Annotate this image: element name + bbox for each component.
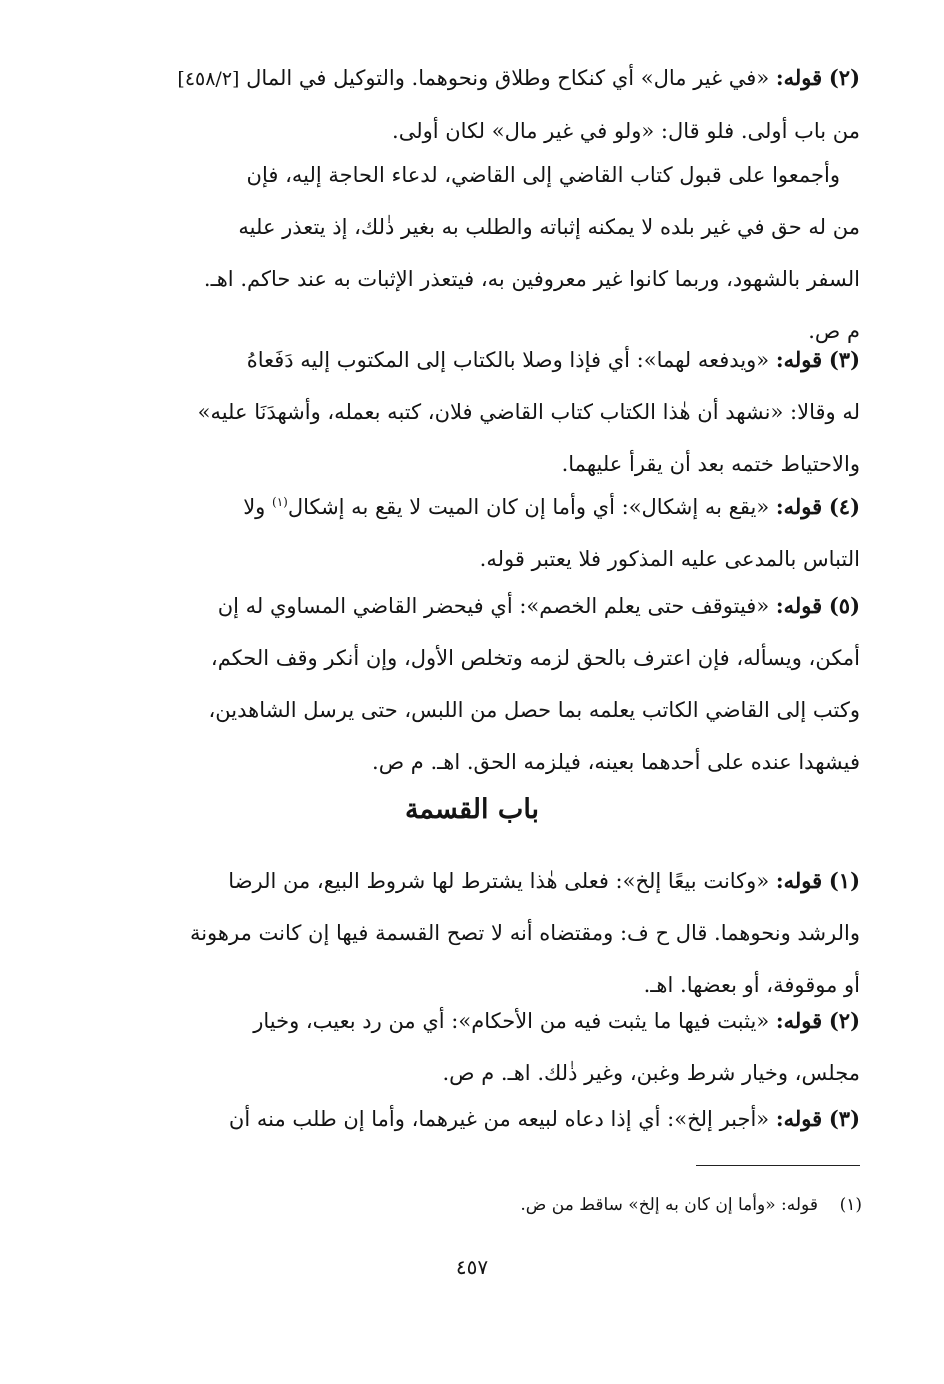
note-keyword: قوله: <box>775 593 823 618</box>
footnote-separator <box>696 1165 860 1166</box>
section-heading: باب القسمة <box>404 794 540 825</box>
text-line: والرشد ونحوهما. قال ح ف: ومقتضاه أنه لا تصح القسمة فيها إن كانت مرهونة <box>189 921 860 945</box>
text-line <box>86 476 860 533</box>
note-number: (٣) <box>828 1106 860 1131</box>
line-text: «وكانت بيعًا إلخ»: فعلى هٰذا يشترط لها شروط البيع، من الرضا <box>228 869 770 893</box>
section-paragraph-2 <box>86 995 860 1099</box>
paragraph-2 <box>86 52 860 157</box>
text-line: وأجمعوا على قبول كتاب القاضي إلى القاضي، لدعاء الحاجة إليه، فإن <box>246 163 840 187</box>
footnote-marker: (١) <box>272 495 288 509</box>
section-paragraph-1 <box>86 855 860 1011</box>
text-line: من باب أولى. فلو قال: «ولو في غير مال» لكان أولى. <box>392 119 860 143</box>
paragraph-4 <box>86 476 860 585</box>
text-line: أمكن، ويسأله، فإن اعترف بالحق لزمه وتخلص الأول، وإن أنكر وقف الحكم، <box>210 646 860 670</box>
paragraph-2-continued <box>86 149 860 357</box>
text-line <box>86 855 860 907</box>
section-paragraph-3 <box>86 1093 860 1145</box>
text-line: فيشهدا عنده على أحدهما بعينه، فيلزمه الحق. اهـ. م ص. <box>372 750 860 774</box>
line-text: «أجبر إلخ»: أي إذا دعاه لبيعه من غيرهما، وأما إن طلب منه أن <box>228 1107 770 1131</box>
note-number: (٥) <box>828 593 860 618</box>
text-line <box>86 1093 860 1145</box>
note-keyword: قوله: <box>775 65 823 90</box>
line-text: «فيتوقف حتى يعلم الخصم»: أي فيحضر القاضي المساوي له إن <box>217 594 770 618</box>
text-line: أو موقوفة، أو بعضها. اهـ. <box>643 973 860 997</box>
line-text: «يقع به إشكال»: أي وأما إن كان الميت لا يقع به إشكال <box>287 495 770 519</box>
note-keyword: قوله: <box>775 868 823 893</box>
text-line: م ص. <box>808 319 860 343</box>
note-keyword: قوله: <box>775 347 823 372</box>
note-keyword: قوله: <box>775 1106 823 1131</box>
text-line <box>86 52 860 105</box>
text-line: التباس بالمدعى عليه المذكور فلا يعتبر قوله. <box>479 547 860 571</box>
paragraph-5 <box>86 580 860 788</box>
note-number: (٣) <box>828 347 860 372</box>
note-keyword: قوله: <box>775 494 823 519</box>
line-text: ولا <box>243 495 266 519</box>
note-number: (١) <box>828 868 860 893</box>
footnote-number: (١) <box>839 1195 862 1215</box>
line-text: «في غير مال» أي كنكاح وطلاق ونحوهما. والتوكيل في المال <box>246 66 770 90</box>
note-keyword: قوله: <box>775 1008 823 1033</box>
note-number: (٢) <box>828 65 860 90</box>
page-number: ٤٥٧ <box>455 1255 489 1279</box>
paragraph-3 <box>86 334 860 490</box>
text-line: مجلس، وخيار شرط وغبن، وغير ذٰلك. اهـ. م ص. <box>442 1061 860 1085</box>
text-line <box>86 580 860 632</box>
line-text: «ويدفعه لهما»: أي فإذا وصلا بالكتاب إلى المكتوب إليه دَفَعاهُ <box>246 348 770 372</box>
text-line: وكتب إلى القاضي الكاتب يعلمه بما حصل من اللبس، حتى يرسل الشاهدين، <box>208 698 860 722</box>
text-line: له وقالا: «نشهد أن هٰذا الكتاب كتاب القاضي فلان، كتبه بعمله، وأشهدَنَا عليه» <box>197 400 860 424</box>
text-line <box>86 995 860 1047</box>
note-number: (٢) <box>828 1008 860 1033</box>
line-text: «يثبت فيها ما يثبت فيه من الأحكام»: أي من رد بعيب، وخيار <box>253 1009 770 1033</box>
text-line: والاحتياط ختمه بعد أن يقرأ عليهما. <box>561 452 860 476</box>
footnote-text: قوله: «وأما إن كان به إلخ» ساقط من ض. <box>520 1195 818 1215</box>
page-reference: [٤٥٨/٢] <box>177 68 240 90</box>
text-line: السفر بالشهود، وربما كانوا غير معروفين به، فيتعذر الإثبات به عند حاكم. اهـ. <box>203 267 860 291</box>
text-line <box>86 334 860 386</box>
text-line: من له حق في غير بلده لا يمكنه إثباته والطلب به بغير ذٰلك، إذ يتعذر عليه <box>238 215 860 239</box>
note-number: (٤) <box>828 494 860 519</box>
footnote <box>300 1190 862 1220</box>
